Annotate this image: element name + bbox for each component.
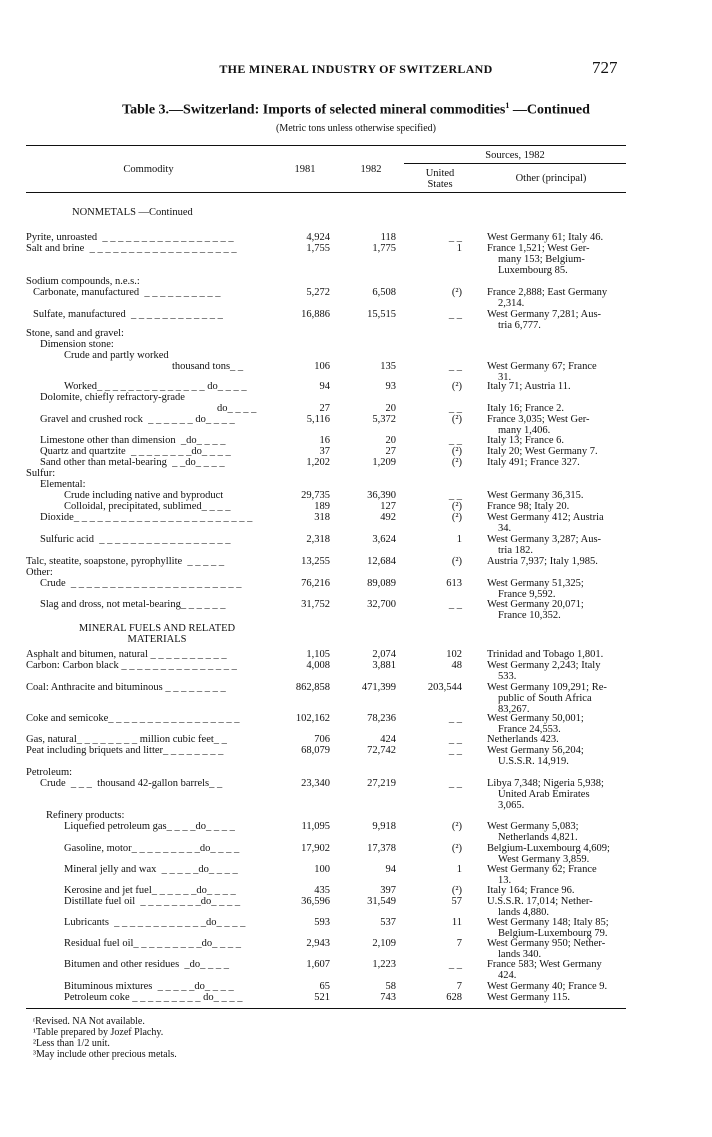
value-1981: 36,596 [301, 896, 330, 907]
other-sources-line: 533. [498, 671, 517, 682]
value-united-states: (²) [451, 287, 462, 298]
commodity-label: Carbon: Carbon black _ _ _ _ _ _ _ _ _ _ _ _ _ _ _ [26, 660, 237, 671]
other-sources-line: West Germany 5,083; [487, 821, 579, 832]
value-1981: 100 [314, 864, 330, 875]
commodity-label: Refinery products: [46, 810, 125, 821]
value-1981: 94 [319, 381, 330, 392]
value-1981: 102,162 [295, 713, 330, 724]
other-sources [487, 361, 633, 383]
value-1982: 135 [380, 361, 396, 372]
col-us-line2: States [427, 179, 453, 190]
other-sources [487, 992, 633, 1003]
table-title [0, 101, 712, 119]
other-sources-line: West Germany 36,315. [487, 490, 584, 501]
commodity-label: Crude including native and byproduct [64, 490, 224, 501]
other-sources-line: West Germany 7,281; Aus- [487, 309, 602, 320]
commodity-label: Slag and dross, not metal-bearing_ _ _ _ _ _ [40, 599, 226, 610]
rule-sources [404, 163, 626, 164]
value-united-states: 1 [456, 243, 462, 254]
value-united-states: (²) [451, 501, 462, 512]
value-1981: 2,318 [306, 534, 330, 545]
value-1982: 471,399 [361, 682, 396, 693]
value-united-states: (²) [451, 446, 462, 457]
col-1982: 1982 [360, 164, 382, 175]
value-1982: 58 [385, 981, 396, 992]
value-united-states: _ _ [448, 490, 462, 501]
value-1981: 706 [314, 734, 330, 745]
commodity-label: Lubricants _ _ _ _ _ _ _ _ _ _ _ _do_ _ _ _ [64, 917, 246, 928]
value-1981: 37 [319, 446, 330, 457]
other-sources-line: 83,267. [498, 704, 530, 715]
commodity-label: Stone, sand and gravel: [26, 328, 124, 339]
commodity-label: Sodium compounds, n.e.s.: [26, 276, 140, 287]
commodity-label: Other: [26, 567, 53, 578]
value-1982: 9,918 [372, 821, 396, 832]
value-1982: 6,508 [372, 287, 396, 298]
other-sources-line: West Germany 62; France [487, 864, 597, 875]
commodity-label: Peat including briquets and litter_ _ _ _ _ _ _ _ [26, 745, 224, 756]
value-1982: 1,775 [372, 243, 396, 254]
other-sources-line: West Germany 3,859. [498, 854, 590, 865]
other-sources [487, 309, 633, 331]
rule-header-bottom [26, 192, 626, 193]
other-sources-line: Libya 7,348; Nigeria 5,938; [487, 778, 604, 789]
other-sources-line: many 153; Belgium- [498, 254, 585, 265]
other-sources-line: Italy 491; France 327. [487, 457, 580, 468]
commodity-label: Liquefied petroleum gas_ _ _ _do_ _ _ _ [64, 821, 235, 832]
other-sources-line: tria 182. [498, 545, 533, 556]
other-sources [487, 864, 633, 886]
other-sources-line: Luxembourg 85. [498, 265, 568, 276]
other-sources-line: Belgium-Luxembourg 79. [498, 928, 608, 939]
value-1981: 4,924 [306, 232, 330, 243]
other-sources [487, 435, 633, 446]
other-sources-line: France 2,888; East Germany [487, 287, 608, 298]
footnote: ¹Table prepared by Jozef Plachy. [33, 1027, 164, 1038]
value-1982: 3,624 [372, 534, 396, 545]
value-1981: 16,886 [301, 309, 330, 320]
other-sources [487, 745, 633, 767]
other-sources-line: Belgium-Luxembourg 4,609; [487, 843, 610, 854]
value-1981: 76,216 [301, 578, 330, 589]
value-1982: 2,109 [372, 938, 396, 949]
commodity-label: Residual fuel oil_ _ _ _ _ _ _ _ _do_ _ _ _ [64, 938, 242, 949]
value-1982: 89,089 [367, 578, 396, 589]
other-sources [487, 457, 633, 468]
commodity-label: Talc, steatite, soapstone, pyrophyllite _ _ _ _ _ [26, 556, 225, 567]
value-united-states: 11 [451, 917, 462, 928]
other-sources-line: Italy 164; France 96. [487, 885, 575, 896]
commodity-label: Quartz and quartzite _ _ _ _ _ _ _ _do_ _ _ _ [40, 446, 231, 457]
commodity-label: Crude and partly worked [64, 350, 169, 361]
other-sources-line: U.S.S.R. 17,014; Nether- [487, 896, 593, 907]
value-1982: 1,209 [372, 457, 396, 468]
value-united-states: (²) [451, 556, 462, 567]
other-sources [487, 446, 633, 457]
value-1982: 72,742 [367, 745, 396, 756]
value-1981: 1,607 [306, 959, 330, 970]
commodity-label: Sulfate, manufactured _ _ _ _ _ _ _ _ _ _ _ _ [33, 309, 223, 320]
value-united-states: 203,544 [427, 682, 462, 693]
other-sources-line: West Germany 148; Italy 85; [487, 917, 609, 928]
other-sources [487, 778, 633, 811]
value-1981: 4,008 [306, 660, 330, 671]
value-1982: 36,390 [367, 490, 396, 501]
other-sources [487, 501, 633, 512]
commodity-label: Distillate fuel oil _ _ _ _ _ _ _ _do_ _ _ _ [64, 896, 241, 907]
value-1982: 20 [385, 435, 396, 446]
other-sources-line: West Germany 109,291; Re- [487, 682, 607, 693]
table-subtitle: (Metric tons unless otherwise specified) [276, 123, 436, 134]
commodity-label: Gas, natural_ _ _ _ _ _ _ _ million cubic feet_ _ [26, 734, 227, 745]
value-1982: 31,549 [367, 896, 396, 907]
other-sources-line: Austria 7,937; Italy 1,985. [487, 556, 598, 567]
value-united-states: _ _ [448, 403, 462, 414]
table-title-footnote-ref: 1 [505, 101, 510, 110]
value-1982: 15,515 [367, 309, 396, 320]
value-1981: 5,272 [306, 287, 330, 298]
value-1981: 2,943 [306, 938, 330, 949]
value-1981: 435 [314, 885, 330, 896]
value-1981: 5,116 [306, 414, 330, 425]
commodity-label: Dioxide_ _ _ _ _ _ _ _ _ _ _ _ _ _ _ _ _ _ _ _ _ _ _ [40, 512, 253, 523]
commodity-label: Crude _ _ _ thousand 42-gallon barrels_ _ [40, 778, 223, 789]
commodity-label: do_ _ _ _ [217, 403, 257, 414]
other-sources-line: France 3,035; West Ger- [487, 414, 590, 425]
value-united-states: _ _ [448, 599, 462, 610]
value-united-states: 48 [451, 660, 462, 671]
other-sources [487, 896, 633, 918]
value-united-states: 1 [456, 534, 462, 545]
value-1982: 127 [380, 501, 396, 512]
other-sources [487, 649, 633, 660]
commodity-label: Dimension stone: [40, 339, 114, 350]
other-sources [487, 414, 633, 436]
other-sources-line: 13. [498, 875, 512, 886]
other-sources-line: West Germany 3,287; Aus- [487, 534, 602, 545]
other-sources [487, 843, 633, 865]
other-sources-line: France 1,521; West Ger- [487, 243, 590, 254]
commodity-label: thousand tons_ _ [172, 361, 244, 372]
other-sources-line: Netherlands 4,821. [498, 832, 578, 843]
table-title-suffix: —Continued [509, 102, 590, 118]
value-1982: 5,372 [372, 414, 396, 425]
other-sources [487, 578, 633, 600]
page-number: 727 [592, 58, 618, 77]
value-united-states: (²) [451, 457, 462, 468]
commodity-label: Crude _ _ _ _ _ _ _ _ _ _ _ _ _ _ _ _ _ _ _ _ _ _ [40, 578, 242, 589]
other-sources [487, 682, 633, 715]
other-sources-line: Italy 20; West Germany 7. [487, 446, 598, 457]
value-united-states: 7 [456, 981, 462, 992]
value-1981: 1,755 [306, 243, 330, 254]
other-sources-line: many 1,406. [498, 425, 551, 436]
section-mineral-fuels [26, 623, 288, 645]
table-title-text: Table 3.—Switzerland: Imports of selected mineral commodities [122, 102, 506, 118]
other-sources-line: Italy 13; France 6. [487, 435, 564, 446]
other-sources-line: West Germany 61; Italy 46. [487, 232, 604, 243]
commodity-label: Dolomite, chiefly refractory-grade [40, 392, 185, 403]
value-1982: 27,219 [367, 778, 396, 789]
col-1981: 1981 [294, 164, 316, 175]
value-united-states: 102 [446, 649, 462, 660]
commodity-label: Bituminous mixtures _ _ _ _ _do_ _ _ _ [64, 981, 234, 992]
col-united-states [404, 168, 476, 190]
value-1981: 862,858 [295, 682, 330, 693]
other-sources [487, 821, 633, 843]
commodity-label: Sulfuric acid _ _ _ _ _ _ _ _ _ _ _ _ _ _ _ _ _ [40, 534, 231, 545]
value-united-states: 1 [456, 864, 462, 875]
value-1981: 1,202 [306, 457, 330, 468]
other-sources [487, 512, 633, 534]
value-1981: 29,735 [301, 490, 330, 501]
other-sources-line: 2,314. [498, 298, 525, 309]
value-1981: 593 [314, 917, 330, 928]
value-united-states: _ _ [448, 959, 462, 970]
value-united-states: (²) [451, 414, 462, 425]
other-sources [487, 885, 633, 896]
other-sources [487, 713, 633, 735]
other-sources-line: 34. [498, 523, 512, 534]
value-united-states: _ _ [448, 232, 462, 243]
value-1982: 78,236 [367, 713, 396, 724]
value-1981: 1,105 [306, 649, 330, 660]
commodity-label: Asphalt and bitumen, natural _ _ _ _ _ _ _ _ _ _ [26, 649, 227, 660]
value-1982: 424 [380, 734, 396, 745]
other-sources-line: 31. [498, 372, 512, 383]
commodity-label: Coke and semicoke_ _ _ _ _ _ _ _ _ _ _ _ _ _ _ _ _ [26, 713, 240, 724]
value-1981: 27 [319, 403, 330, 414]
value-united-states: 628 [446, 992, 462, 1003]
other-sources-line: West Germany 2,243; Italy [487, 660, 601, 671]
commodity-label: Mineral jelly and wax _ _ _ _ _do_ _ _ _ [64, 864, 238, 875]
other-sources [487, 287, 633, 309]
other-sources-line: France 583; West Germany [487, 959, 602, 970]
value-1982: 3,881 [372, 660, 396, 671]
value-united-states: _ _ [448, 361, 462, 372]
commodity-label: Bitumen and other residues _do_ _ _ _ [64, 959, 230, 970]
other-sources-line: West Germany 20,071; [487, 599, 584, 610]
commodity-label: Elemental: [40, 479, 86, 490]
value-united-states: _ _ [448, 309, 462, 320]
value-1981: 31,752 [301, 599, 330, 610]
other-sources-line: West Germany 67; France [487, 361, 597, 372]
col-commodity: Commodity [123, 164, 174, 175]
commodity-label: Carbonate, manufactured _ _ _ _ _ _ _ _ _ _ [33, 287, 221, 298]
value-1982: 1,223 [372, 959, 396, 970]
commodity-label: Sand other than metal-bearing _ _do_ _ _ _ [40, 457, 225, 468]
other-sources-line: 424. [498, 970, 517, 981]
other-sources-line: West Germany 950; Nether- [487, 938, 606, 949]
commodity-label: Gravel and crushed rock _ _ _ _ _ _ do_ _ _ _ [40, 414, 235, 425]
other-sources-line: West Germany 56,204; [487, 745, 584, 756]
value-1982: 20 [385, 403, 396, 414]
commodity-label: Petroleum coke _ _ _ _ _ _ _ _ _ do_ _ _ _ [64, 992, 243, 1003]
commodity-label: Sulfur: [26, 468, 56, 479]
value-1981: 189 [314, 501, 330, 512]
value-united-states: _ _ [448, 778, 462, 789]
other-sources-line: public of South Africa [498, 693, 592, 704]
value-1982: 492 [380, 512, 396, 523]
other-sources-line: West Germany 412; Austria [487, 512, 604, 523]
other-sources-line: lands 4,880. [498, 907, 550, 918]
footnote: ²Less than 1/2 unit. [33, 1038, 110, 1049]
section-fuels-line2: MATERIALS [127, 634, 187, 645]
other-sources [487, 556, 633, 567]
other-sources-line: Netherlands 423. [487, 734, 559, 745]
commodity-label: Colloidal, precipitated, sublimed_ _ _ _ [64, 501, 231, 512]
value-1982: 93 [385, 381, 396, 392]
footnote: ³May include other precious metals. [33, 1049, 177, 1060]
value-united-states: (²) [451, 885, 462, 896]
other-sources-line: Italy 71; Austria 11. [487, 381, 571, 392]
col-sources: Sources, 1982 [485, 150, 545, 161]
value-1982: 118 [380, 232, 396, 243]
commodity-label: Petroleum: [26, 767, 73, 778]
value-1981: 16 [319, 435, 330, 446]
value-1982: 397 [380, 885, 396, 896]
other-sources [487, 599, 633, 621]
value-united-states: 57 [451, 896, 462, 907]
rule-table-bottom [26, 1008, 626, 1009]
other-sources [487, 938, 633, 960]
other-sources-line: 3,065. [498, 800, 525, 811]
value-1981: 23,340 [301, 778, 330, 789]
other-sources [487, 534, 633, 556]
other-sources-line: West Germany 51,325; [487, 578, 584, 589]
other-sources [487, 734, 633, 745]
value-1982: 743 [380, 992, 396, 1003]
other-sources [487, 917, 633, 939]
other-sources [487, 243, 633, 276]
other-sources [487, 232, 633, 243]
other-sources-line: West Germany 115. [487, 992, 571, 1003]
value-1981: 318 [314, 512, 330, 523]
value-united-states: _ _ [448, 745, 462, 756]
other-sources [487, 981, 633, 992]
other-sources-line: France 10,352. [498, 610, 561, 621]
value-united-states: (²) [451, 381, 462, 392]
value-united-states: 7 [456, 938, 462, 949]
other-sources-line: West Germany 40; France 9. [487, 981, 608, 992]
value-united-states: 613 [446, 578, 462, 589]
value-united-states: (²) [451, 821, 462, 832]
value-1981: 106 [314, 361, 330, 372]
value-1982: 32,700 [367, 599, 396, 610]
section-fuels-line1: MINERAL FUELS AND RELATED [78, 623, 236, 634]
value-united-states: (²) [451, 512, 462, 523]
commodity-label: Salt and brine _ _ _ _ _ _ _ _ _ _ _ _ _ _ _ _ _ _ _ [26, 243, 237, 254]
value-1982: 27 [385, 446, 396, 457]
other-sources-line: U.S.S.R. 14,919. [498, 756, 569, 767]
other-sources-line: lands 340. [498, 949, 542, 960]
other-sources-line: Trinidad and Tobago 1,801. [487, 649, 604, 660]
commodity-label: Gasoline, motor_ _ _ _ _ _ _ _ _do_ _ _ _ [64, 843, 240, 854]
other-sources-line: United Arab Emirates [498, 789, 590, 800]
other-sources-line: West Germany 50,001; [487, 713, 584, 724]
commodity-label: Pyrite, unroasted _ _ _ _ _ _ _ _ _ _ _ _ _ _ _ _ _ [26, 232, 234, 243]
col-other-principal: Other (principal) [515, 173, 587, 184]
other-sources-line: Italy 16; France 2. [487, 403, 564, 414]
other-sources [487, 959, 633, 981]
commodity-label: Limestone other than dimension _do_ _ _ _ [40, 435, 226, 446]
value-1982: 12,684 [367, 556, 396, 567]
footnote: ʳRevised. NA Not available. [33, 1016, 145, 1027]
value-1982: 2,074 [372, 649, 396, 660]
section-nonmetals: NONMETALS —Continued [72, 207, 193, 218]
value-1981: 17,902 [301, 843, 330, 854]
other-sources [487, 381, 633, 392]
other-sources-line: tria 6,777. [498, 320, 541, 331]
value-1981: 521 [314, 992, 330, 1003]
running-header: THE MINERAL INDUSTRY OF SWITZERLAND [219, 62, 493, 76]
value-1981: 11,095 [301, 821, 330, 832]
value-united-states: _ _ [448, 435, 462, 446]
rule-top [26, 145, 626, 146]
commodity-label: Coal: Anthracite and bituminous _ _ _ _ _ _ _ _ [26, 682, 226, 693]
value-1982: 94 [385, 864, 396, 875]
commodity-label: Worked_ _ _ _ _ _ _ _ _ _ _ _ _ _ do_ _ _ _ [64, 381, 247, 392]
value-1981: 65 [319, 981, 330, 992]
other-sources [487, 490, 633, 501]
value-1982: 537 [380, 917, 396, 928]
other-sources-line: France 24,553. [498, 724, 561, 735]
other-sources [487, 660, 633, 682]
other-sources [487, 403, 633, 414]
value-united-states: _ _ [448, 734, 462, 745]
commodity-label: Kerosine and jet fuel_ _ _ _ _ _do_ _ _ _ [64, 885, 236, 896]
value-1982: 17,378 [367, 843, 396, 854]
value-1981: 68,079 [301, 745, 330, 756]
other-sources-line: France 98; Italy 20. [487, 501, 570, 512]
value-united-states: _ _ [448, 713, 462, 724]
value-1981: 13,255 [301, 556, 330, 567]
other-sources-line: France 9,592. [498, 589, 556, 600]
value-united-states: (²) [451, 843, 462, 854]
col-us-line1: United [425, 168, 455, 179]
